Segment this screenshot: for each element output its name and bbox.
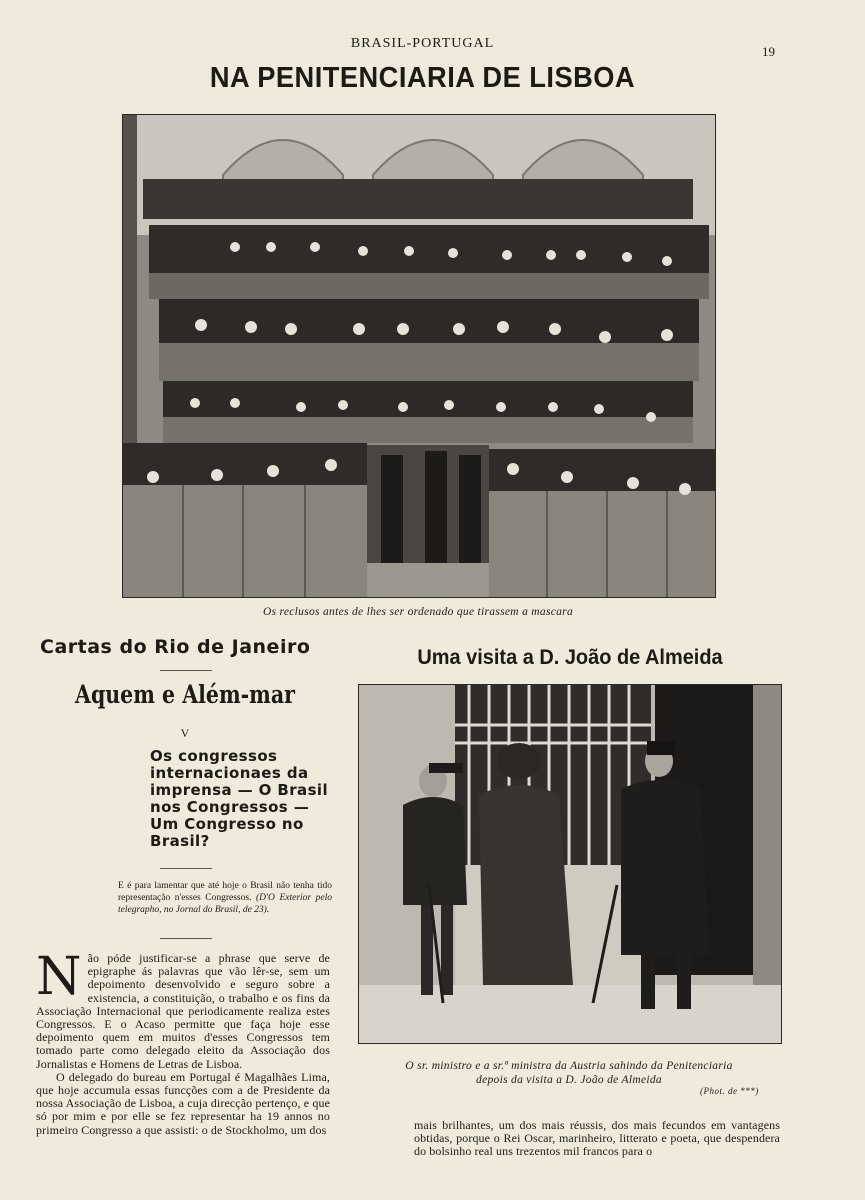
divider [160,938,212,939]
epigraph-source: (D'O Exterior pelo telegrapho, no Jornal do Brasil, de 23). [118,893,333,915]
drop-cap: N [36,947,82,1007]
paragraph-1: ão póde justificar-se a phrase que serve de epigraphe ás palavras que vão lêr-se, sem um depoimento desenvolvido e seguro sobre a existencia, a constituição, o trabalho e os fins da Associação Internacional que periodicamente realiza estes Congressos. E o Acaso permitte que faça hoje esse depoimento quem em muitos d'esses Congressos tem tomado parte como delegado eleito da Associação dos Jornalistas e Homens de Letras de Lisboa. [36,951,330,1071]
epigraph [118,880,332,916]
article-title-visita: Uma visita a D. João de Almeida [417,646,723,669]
article-body-right: mais brilhantes, um dos mais réussis, dos mais fecundos em vantagens obtidas, porque o Rei Oscar, marinheiro, litterato e poeta, que despendera do bolsinho real uns trezentos mil francos para o [414,1118,780,1159]
photo-credit: (Phot. de ***) [700,1086,759,1096]
section-title-cartas: Cartas do Rio de Janeiro [40,636,311,658]
article-subhead: Os congressos internacionaes da imprensa — O Brasil nos Congressos — Um Congresso no Brasil? [150,747,328,850]
divider [160,670,212,671]
paragraph-2: O delegado do bureau em Portugal é Magalhães Lima, que hoje accumula essas funcções com a de Presidente da nossa Associação de Lisboa, a cuja direcção pertenço, e que só por mim e por elle se fez representar ha 19 annos no primeiro Congresso a que assisti: o de Stockholmo, um dos [36,1069,330,1137]
article-subtitle: Aquem e Além-mar [75,680,295,709]
penitentiary-photo-drawing [123,115,715,597]
divider [160,868,212,869]
penitentiary-photo [122,114,716,598]
article-body-left [36,947,330,1137]
page-number: 19 [762,44,775,59]
running-head: BRASIL-PORTUGAL [350,36,495,51]
visit-photo [358,684,782,1044]
chapter-number: V [180,726,190,740]
visit-photo-drawing [359,685,781,1043]
article-title-penitenciaria: NA PENITENCIARIA DE LISBOA [209,62,636,94]
visit-photo-caption-line2: depois da visita a D. João de Almeida [476,1074,662,1086]
penitentiary-photo-caption: Os reclusos antes de lhes ser ordenado que tirassem a mascara [262,606,574,618]
visit-photo-caption-line1: O sr. ministro e a sr.ª ministra da Austria sahindo da Penitenciaria [405,1060,733,1072]
epigraph-text: E é para lamentar que até hoje o Brasil não tenha tido representação n'esses Congressos. [118,881,332,903]
